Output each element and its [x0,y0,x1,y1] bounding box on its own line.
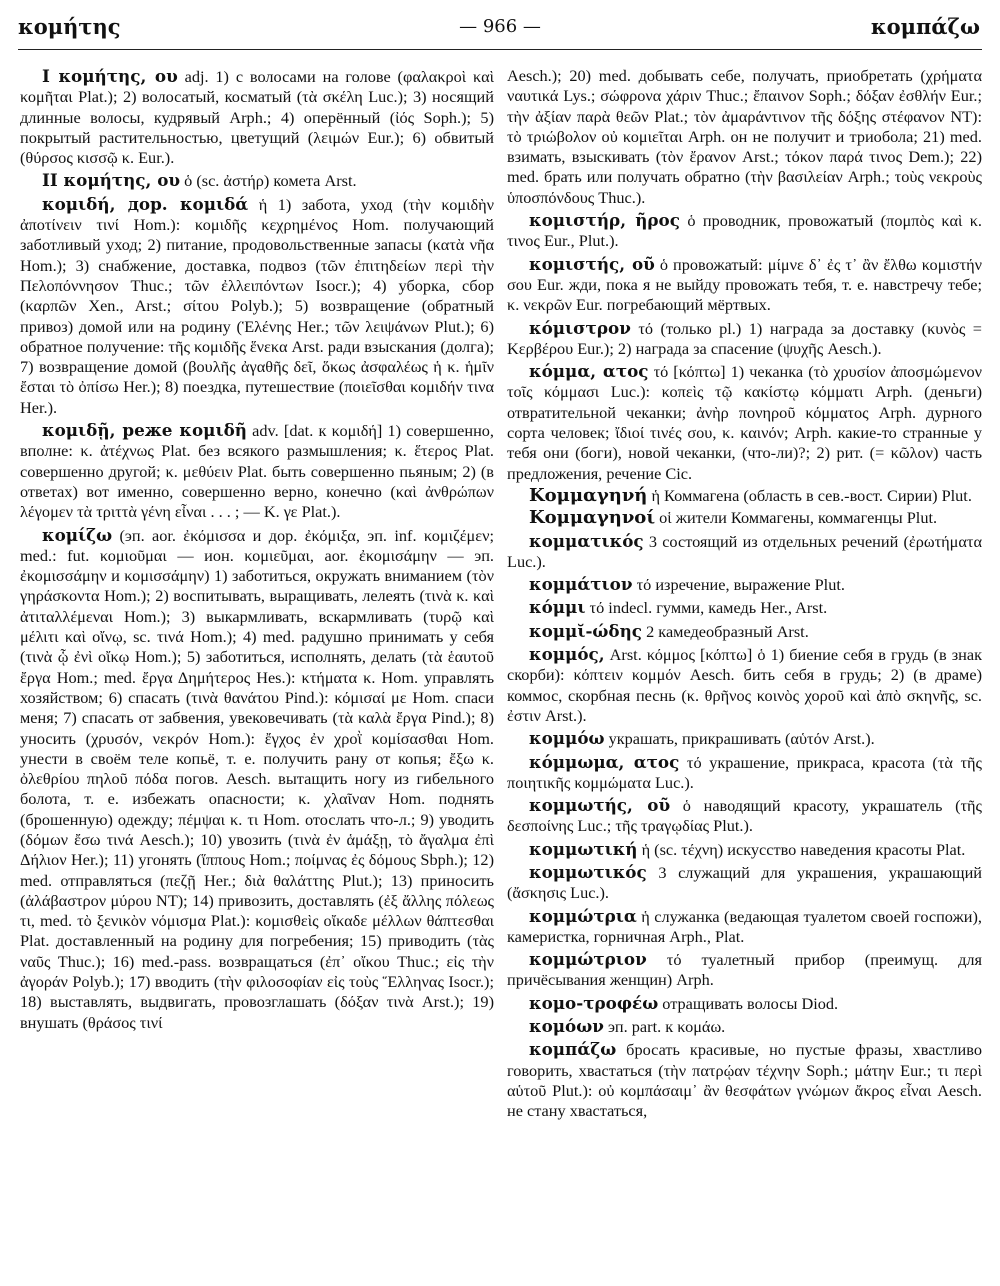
dictionary-entry [507,728,982,749]
entry-headword: κομο-τροφέω [529,992,659,1013]
dictionary-entry [20,194,494,418]
entry-headword: II κομήτης, ου [42,170,181,191]
right-column [507,66,982,1278]
entry-headword: κομμῐ-ώδης [529,620,643,641]
dictionary-entry [507,993,982,1014]
entry-definition: τό изречение, выражение Plut. [632,575,845,595]
entry-definition: τό туалетный прибор (преимущ. для причёсывания женщин) Arph. [507,950,982,990]
entry-definition: украшать, прикрашивать (αὑτόν Arst.). [604,729,875,749]
entry-headword: κομμόω [529,728,605,749]
entry-definition: Aesch.); 20) med. добывать себе, получать, приобретать (χρήματα ναυτικά Lys.; σώφρονα χάριν Thuc.; ἔπαινον Soph.; δόξαν ἐσθλήν Eur.; τὴν ἀξίαν παρὰ θεῶν Plat.; τὸν ἀμαράντινον τῆς δόξης στέφανον NT): τὸ τριώβολον οὐ κομιεῖται Arph. он не получит и триобола; 21) med. взимать, взыскивать (τὸν ἔρανον Arst.; τόκον παρά τινος Dem.); 22) med. брать или получать обратно (τὴν βασιλείαν Arph.; τοὺς νεκροὺς ὑποσπόνδους Thuc.). [507,66,982,207]
entry-definition: τό украшение, прикраса, красота (τὰ τῆς ποιητικῆς κομμώματα Luc.). [507,752,982,792]
header-right-word: κομπάζω [870,14,980,39]
entry-definition: adj. 1) с волосами на голове (φαλακροὶ καὶ κομῆται Plat.); 2) волосатый, косматый (τὰ σκέλη Luc.); 3) носящий длинные волосы, кудрявый Arph.; 4) оперённый (ἰός Soph.); 5) покрытый растительностью, цветущий (λειμών Eur.); 6) обвитый (θύρσος κισσῷ κ. Eur.). [20,67,494,168]
entry-definition: οἱ жители Коммагены, коммагенцы Plut. [655,508,938,528]
entry-definition: ὁ проводник, провожатый (πομπὸς καὶ κ. τινος Eur., Plut.). [507,211,982,251]
dictionary-entry [507,949,982,991]
entry-definition: 2 камедеобразный Arst. [642,621,809,641]
entry-definition: ὁ (sc. ἀστήρ) комета Arst. [180,171,357,191]
dictionary-entry [507,644,982,726]
entry-headword: κομμωτής, οῦ [529,795,671,816]
header-rule [18,49,982,50]
entry-headword: Κομμαγηνοί [529,507,656,529]
entry-definition: ἡ Коммагена (область в сев.-вост. Сирии) Plut. [647,485,972,505]
dictionary-entry [507,508,982,528]
dictionary-entry [507,486,982,506]
dictionary-entry [507,1016,982,1037]
dictionary-entry [507,862,982,904]
dictionary-entry [507,621,982,642]
dictionary-entry [20,525,494,1033]
entry-headword: κομμάτιον [529,574,633,595]
left-column [20,66,494,1278]
entry-headword: κομμωτική [529,838,638,859]
entry-definition: adv. [dat. к κομιδή] 1) совершенно, вполне: κ. ἀτέχνως Plat. без всякого размышления; κ. ἕτερος Plat. совершенно другой; κ. μεθύειν Plat. быть совершенно пьяным; 2) (в ответах) вот именно, совершенно верно, конечно (καὶ ἀνθρώπων λέγομεν τὰ τριττὰ γένη εἶναι . . . ; — Κ. γε Plat.). [20,421,494,522]
entry-headword: κόμμι [529,597,586,618]
entry-definition: 3 служащий для украшения, украшающий (ἄσκησις Luc.). [507,862,982,903]
entry-definition: ἡ служанка (ведающая туалетом своей госпожи), камеристка, горничная Arph., Plat. [507,906,982,946]
entry-headword: κόμιστρον [529,317,631,338]
entry-headword: κομμώτρια [529,905,637,926]
entry-headword: κομίζω [42,524,113,545]
entry-headword: κομμώτριον [529,949,647,970]
entry-headword: κομματικός [529,530,644,551]
entry-headword: κομιστής, οῦ [529,253,655,274]
page-number: — 966 — [459,16,541,37]
entry-headword: Κομμαγηνή [529,484,648,506]
entry-definition: (эп. aor. ἐκόμισσα и дор. ἐκόμιξα, эп. inf. κομιζέμεν; med.: fut. κομιοῦμαι — ион. κομιεῦμαι, aor. ἐκομισάμην — эп. ἐκομισσάμην и κομισσάμην) 1) заботиться, окружать вниманием (τὸν γηράσκοντα Hom.); 2) воспитывать, выращивать, лелеять (τινὰ κ. καὶ ἀτιταλλέμεναι Hom.); 3) выкармливать, вскармливать (τυρῷ καὶ μέλιτι καὶ οἴνῳ, sc. τινά Hom.); 4) med. радушно принимать у себя (τινὰ ᾧ ἐνὶ οἴκῳ Hom.); 5) заботиться, исполнять, делать (τὰ ἑαυτοῦ ἔργα Hom.; med. ἔργα Δημήτερος Hes.): κτήματα κ. Hom. управлять хозяйством; 6) спасать (τινὰ θανάτου Pind.): κόμισαί με Hom. спаси меня; 7) спасать от забвения, увековечивать (τὰ καλὰ ἔργα Pind.); 8) уносить (χρυσόν, νεκρόν Hom.): ἔγχος ἐν χροῒ κομίσασθαι Hom. унести в своём теле копьё, т. е. получить рану от копья; ἔξω κ. ὀλεθρίου πηλοῦ πόδα погов. Aesch. вытащить ногу из гибельного болота, т. е. избежать опасности; κ. χλαῖναν Hom. поднять (брошенную) одежду; πέμψαι κ. τι Hom. отослать что-л.; 9) уводить (δόμων ἔσω τινά Aesch.); 10) увозить (τινὰ ἐν ἁμάξῃ, τὸ ἄγαλμα ἐπὶ Δήλιον Her.); 11) угонять (ἵππους Hom.; ποίμνας ἐς δόμους Sbph.); 12) med. отправляться (πεζῇ Her.; διὰ θαλάττης Plut.); 13) приносить (ἀλάβαστρον μύρου NT); 14) привозить, доставлять (ἐξ ἄλλης πόλεως τι, med. τὸ ξενικὸν νόμισμα Plat.): κομισθεὶς οἴκαδε μέλλων θάπτεσθαι Plat. доставленный на родину для погребения; 15) приводить (τὰς ναῦς Thuc.); 16) med.-pass. возвращаться (ἐπ᾽ οἴκου Thuc.; εἰς τὴν ἀγοράν Polyb.); 17) вводить (τὴν φιλοσοφίαν εἰς τοὺς Ἕλληνας Isocr.); 18) выставлять, выдвигать, провозглашать (δόξαν τινὰ Arst.); 19) внушать (θράσος τινί [20,525,494,1032]
entry-headword: κομιστήρ, ῆρος [529,210,680,231]
entry-definition: ἡ (sc. τέχνη) искусство наведения красоты Plat. [637,839,966,859]
dictionary-entry [507,361,982,484]
dictionary-entry [20,420,494,522]
entry-definition: бросать красивые, но пустые фразы, хвастливо говорить, хвастаться (τὴν πατρῴαν τέχνην Soph.; μάτην Eur.; τι περὶ αὑτοῦ Plut.): οὐ κομπάσαιμ᾽ ἂν θεσφάτων γνώμων ἄκρος εἶναι Aesch. не стану хвастаться, [507,1040,982,1121]
entry-headword: κομμός, [529,644,605,665]
dictionary-entry [507,1039,982,1121]
dictionary-entry [507,795,982,837]
entry-definition: эп. part. к κομάω. [603,1017,726,1037]
dictionary-entry [20,66,494,168]
entry-headword: κομπάζω [529,1039,617,1060]
entry-headword: κομιδῇ, реже κομιδῆ [42,420,247,441]
entry-headword: κόμμα, ατος [529,361,649,382]
dictionary-entry [507,254,982,316]
entry-definition: τό [κόπτω] 1) чеканка (τὸ χρυσίον ἀποσμώμενον τοῖς κόμμασι Luc.): κοπεὶς τῷ κακίστῳ κόμματι Arph. (деньги) отвратительной чеканки; ἀνὴρ πονηροῦ κόμματος Arph. дурного сорта человек; ἴδιοί τινές σου, κ. καινόν; Arph. какие-то странные у тебя они (боги), новой чеканки, (что-ли)?; 2) рит. (= κῶλον) часть предложения, речение Cic. [507,362,982,483]
entry-headword: κομόων [529,1016,604,1037]
dictionary-entry [507,210,982,252]
entry-definition: Arst. κόμμος [κόπτω] ὁ 1) биение себя в грудь (в знак скорби): κόπτειν κομμόν Aesch. бить себя в грудь; 2) (в драме) коммос, скорбная песнь (κ. θρῆνος κοινὸς χοροῦ καὶ ἀπὸ σκηνῆς, sc. ἐστιν Arst.). [507,645,982,725]
dictionary-entry [507,839,982,860]
entry-definition: ἡ 1) забота, уход (τὴν κομιδὴν ἀποτίνειν τινί Hom.): κομιδῆς κεχρημένος Hom. получающий заботливый уход; 2) питание, продовольственные запасы (κατὰ νῆα Hom.); 3) снабжение, доставка, подвоз (τῶν ἐπιτηδείων περὶ τὴν Πελοπόννησον Thuc.; τῶν ἐλλειπόντων Isocr.); 4) уборка, сбор (καρπῶν Xen., Arst.; σίτου Polyb.); 5) возвращение (обратный привоз) домой или на родину (Ἑλένης Her.; τῶν λειψάνων Plut.); 6) обратное получение: τῆς κομιδῆς ἕνεκα Arst. ради взыскания (долга); 7) возвращение домой (βουλῆς ἀγαθῆς δεῖ, ὅκως ἀσφαλέως ἡ κ. ἡμῖν ἔσται τὸ ὀπίσω Her.); 8) поездка, путешествие (ποιεῖσθαι κομιδήν τινα Her.). [20,194,494,417]
header-left-word: κομήτης [18,14,121,39]
dictionary-entry [507,66,982,208]
dictionary-entry [507,318,982,360]
entry-definition: отращивать волосы Diod. [658,993,839,1013]
dictionary-entry [507,752,982,794]
page-header [0,12,1000,42]
entry-definition: τό (только pl.) 1) награда за доставку (κυνὸς = Κερβέρου Eur.); 2) награда за спасение (ψυχῆς Aesch.). [507,318,982,358]
entry-headword: κομιδή, дор. κομιδά [42,193,249,214]
entry-definition: ὁ наводящий красоту, украшатель (τῆς δεσποίνης Luc.; τῆς τραγῳδίας Plut.). [507,796,982,836]
dictionary-entry [20,170,494,191]
entry-definition: τό indecl. гумми, камедь Her., Arst. [585,598,828,618]
dictionary-entry [507,597,982,618]
dictionary-entry [507,574,982,595]
entry-headword: I κομήτης, ου [42,66,178,86]
entry-definition: 3 состоящий из отдельных речений (ἐρωτήματα Luc.). [507,531,982,571]
dictionary-entry [507,906,982,948]
entry-definition: ὁ провожатый: μίμνε δ᾽ ἐς τ᾽ ἂν ἔλθω κομιστήν σου Eur. жди, пока я не выйду провожать тебя, т. е. навстречу тебе; κ. νεκρῶν Eur. погребающий мёртвых. [507,254,982,315]
dictionary-entry [507,531,982,573]
entry-headword: κόμμωμα, ατος [529,751,680,772]
entry-headword: κομμωτικός [529,861,647,882]
